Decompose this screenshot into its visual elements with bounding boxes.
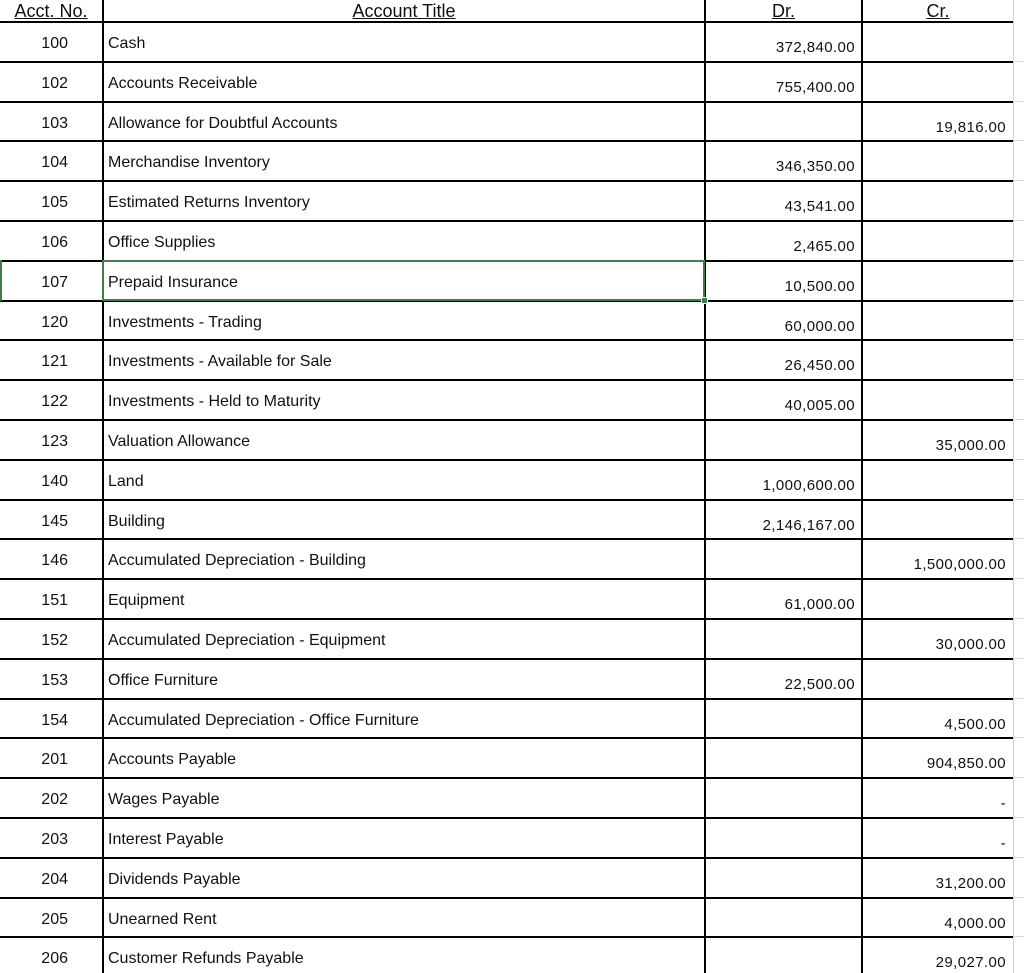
cell-debit[interactable] xyxy=(706,937,855,973)
cell-debit[interactable] xyxy=(706,539,855,579)
cell-credit[interactable] xyxy=(863,301,1006,341)
cell-credit[interactable]: - xyxy=(1000,835,1006,852)
cell-debit[interactable] xyxy=(706,818,855,858)
row-divider xyxy=(0,658,1013,660)
cell-debit[interactable]: 22,500.00 xyxy=(784,675,855,693)
cell-account-title[interactable]: Accounts Receivable xyxy=(108,74,258,92)
column-divider-3 xyxy=(861,0,863,973)
cell-credit[interactable]: 31,200.00 xyxy=(935,874,1006,892)
header-debit[interactable]: Dr. xyxy=(706,0,861,22)
cell-account-title[interactable]: Office Supplies xyxy=(108,234,216,251)
row-divider xyxy=(0,538,1013,540)
cell-debit[interactable] xyxy=(706,778,855,818)
cell-credit[interactable]: - xyxy=(1000,795,1006,813)
cell-acct-no[interactable]: 104 xyxy=(41,154,68,172)
cell-acct-no[interactable]: 152 xyxy=(41,632,68,649)
cell-debit[interactable]: 346,350.00 xyxy=(775,158,855,176)
cell-account-title[interactable]: Building xyxy=(108,512,165,530)
gridline xyxy=(1013,220,1024,221)
cell-credit[interactable] xyxy=(863,500,1006,540)
fill-handle[interactable] xyxy=(701,297,708,304)
gridline xyxy=(1013,459,1024,460)
gridline xyxy=(1013,857,1024,858)
cell-account-title[interactable]: Investments - Trading xyxy=(108,313,262,331)
row-divider xyxy=(0,857,1013,859)
row-divider xyxy=(0,379,1013,381)
cell-account-title[interactable]: Investments - Held to Maturity xyxy=(108,393,321,411)
gridline xyxy=(1013,300,1024,301)
cell-acct-no[interactable]: 204 xyxy=(41,870,68,888)
row-divider xyxy=(0,618,1013,620)
cell-credit[interactable] xyxy=(863,659,1006,699)
gridline xyxy=(1013,379,1024,380)
gridline xyxy=(1013,419,1024,420)
cell-debit[interactable]: 60,000.00 xyxy=(784,317,855,335)
gridline xyxy=(1013,499,1024,500)
cell-acct-no[interactable]: 153 xyxy=(41,671,68,689)
gridline xyxy=(1013,140,1024,141)
cell-debit[interactable]: 2,146,167.00 xyxy=(762,516,855,534)
cell-debit[interactable]: 1,000,600.00 xyxy=(762,476,855,494)
row-divider xyxy=(0,578,1013,580)
cell-acct-no[interactable]: 107 xyxy=(41,273,68,291)
cell-account-title[interactable]: Estimated Returns Inventory xyxy=(108,194,310,212)
cell-acct-no[interactable]: 120 xyxy=(41,313,68,331)
cell-credit[interactable] xyxy=(863,579,1006,619)
row-divider xyxy=(0,220,1013,222)
cell-debit[interactable] xyxy=(706,738,855,778)
cell-debit[interactable]: 2,465.00 xyxy=(793,238,855,255)
cell-debit[interactable]: 26,450.00 xyxy=(784,357,855,375)
gridline xyxy=(1013,578,1024,579)
cell-account-title[interactable]: Land xyxy=(108,472,144,490)
row-divider xyxy=(0,737,1013,739)
cell-debit[interactable] xyxy=(706,699,855,739)
cell-acct-no[interactable]: 206 xyxy=(41,950,68,968)
gridline xyxy=(1013,897,1024,898)
header-acct-no[interactable]: Acct. No. xyxy=(0,0,102,22)
cell-debit[interactable] xyxy=(706,102,855,142)
cell-account-title[interactable]: Accumulated Depreciation - Equipment xyxy=(108,632,386,649)
row-divider xyxy=(0,936,1013,938)
cell-credit[interactable]: 4,500.00 xyxy=(944,715,1006,733)
gridline xyxy=(1013,538,1024,539)
cell-account-title[interactable]: Customer Refunds Payable xyxy=(108,950,304,968)
cell-debit[interactable] xyxy=(706,420,855,460)
cell-acct-no[interactable]: 201 xyxy=(41,751,68,769)
cell-debit[interactable]: 372,840.00 xyxy=(775,39,855,56)
cell-acct-no[interactable]: 205 xyxy=(41,910,68,928)
cell-debit[interactable] xyxy=(706,619,855,659)
cell-debit[interactable]: 43,541.00 xyxy=(784,198,855,216)
column-divider-2 xyxy=(704,0,706,973)
row-divider xyxy=(0,777,1013,779)
row-divider xyxy=(0,300,1013,302)
cell-acct-no[interactable]: 103 xyxy=(41,114,68,132)
cell-account-title[interactable]: Accumulated Depreciation - Building xyxy=(108,552,366,570)
cell-credit[interactable] xyxy=(863,340,1006,380)
row-divider xyxy=(0,339,1013,341)
cell-acct-no[interactable]: 140 xyxy=(41,472,68,490)
cell-account-title[interactable]: Investments - Available for Sale xyxy=(108,353,332,371)
cell-credit[interactable]: 4,000.00 xyxy=(944,914,1006,932)
cell-credit[interactable]: 19,816.00 xyxy=(935,118,1006,136)
cell-debit[interactable]: 61,000.00 xyxy=(784,596,855,614)
cell-account-title[interactable]: Cash xyxy=(108,35,146,52)
cell-credit[interactable] xyxy=(863,261,1006,301)
cell-credit[interactable]: 29,027.00 xyxy=(935,954,1006,972)
cell-acct-no[interactable]: 151 xyxy=(41,592,68,610)
cell-debit[interactable] xyxy=(706,858,855,898)
cell-credit[interactable]: 1,500,000.00 xyxy=(913,556,1006,574)
gridline xyxy=(1013,339,1024,340)
cell-acct-no[interactable]: 102 xyxy=(41,74,68,92)
cell-account-title[interactable]: Interest Payable xyxy=(108,831,224,848)
gridline xyxy=(1013,936,1024,937)
header-credit[interactable]: Cr. xyxy=(863,0,1013,22)
gridline xyxy=(1013,260,1024,261)
header-divider xyxy=(0,21,1013,23)
row-divider xyxy=(0,499,1013,501)
gridline xyxy=(1013,101,1024,102)
cell-debit[interactable]: 755,400.00 xyxy=(775,78,855,96)
cell-credit[interactable] xyxy=(863,380,1006,420)
row-divider xyxy=(0,698,1013,700)
gridline xyxy=(1013,618,1024,619)
cell-credit[interactable] xyxy=(863,221,1006,261)
cell-account-title[interactable]: Wages Payable xyxy=(108,791,220,809)
cell-debit[interactable]: 10,500.00 xyxy=(784,277,855,295)
cell-account-title[interactable]: Dividends Payable xyxy=(108,870,241,888)
header-account-title[interactable]: Account Title xyxy=(104,0,704,22)
cell-credit[interactable]: 35,000.00 xyxy=(935,437,1006,454)
gridline xyxy=(1013,777,1024,778)
active-row-indicator xyxy=(0,260,2,301)
cell-acct-no[interactable]: 121 xyxy=(41,353,68,371)
cell-account-title[interactable]: Unearned Rent xyxy=(108,910,217,928)
gridline xyxy=(1013,61,1024,62)
cell-credit[interactable] xyxy=(863,460,1006,500)
cell-account-title[interactable]: Office Furniture xyxy=(108,671,218,689)
column-divider-1 xyxy=(102,0,104,973)
cell-debit[interactable]: 40,005.00 xyxy=(784,397,855,415)
row-divider xyxy=(0,140,1013,142)
cell-account-title[interactable]: Merchandise Inventory xyxy=(108,154,270,172)
cell-acct-no[interactable]: 154 xyxy=(41,711,68,729)
cell-acct-no[interactable]: 146 xyxy=(41,552,68,570)
row-divider xyxy=(0,817,1013,819)
cell-debit[interactable] xyxy=(706,898,855,938)
row-divider xyxy=(0,180,1013,182)
row-divider xyxy=(0,101,1013,103)
cell-account-title[interactable]: Valuation Allowance xyxy=(108,433,251,450)
cell-credit[interactable] xyxy=(863,62,1006,102)
cell-account-title[interactable]: Accumulated Depreciation - Office Furniture xyxy=(108,711,419,729)
cell-account-title[interactable]: Allowance for Doubtful Accounts xyxy=(108,114,338,132)
cell-account-title[interactable]: Accounts Payable xyxy=(108,751,237,769)
gridline xyxy=(1013,737,1024,738)
row-divider xyxy=(0,61,1013,63)
row-divider xyxy=(0,260,1013,262)
cell-credit[interactable]: 904,850.00 xyxy=(926,755,1006,773)
cell-acct-no[interactable]: 106 xyxy=(41,234,68,251)
cell-account-title[interactable]: Prepaid Insurance xyxy=(108,273,238,291)
cell-acct-no[interactable]: 203 xyxy=(41,831,68,848)
cell-acct-no[interactable]: 145 xyxy=(41,512,68,530)
gridline xyxy=(1013,817,1024,818)
gridline xyxy=(1013,658,1024,659)
row-divider xyxy=(0,897,1013,899)
gridline xyxy=(1013,698,1024,699)
cell-acct-no[interactable]: 105 xyxy=(41,194,68,212)
cell-credit[interactable] xyxy=(863,141,1006,181)
cell-acct-no[interactable]: 100 xyxy=(41,35,68,52)
cell-acct-no[interactable]: 122 xyxy=(41,393,68,411)
cell-acct-no[interactable]: 123 xyxy=(41,433,68,450)
gridline xyxy=(1013,180,1024,181)
row-divider xyxy=(0,419,1013,421)
row-divider xyxy=(0,459,1013,461)
cell-credit[interactable] xyxy=(863,22,1006,62)
cell-account-title[interactable]: Equipment xyxy=(108,592,185,610)
grid-edge xyxy=(1013,0,1014,973)
cell-acct-no[interactable]: 202 xyxy=(41,791,68,809)
cell-credit[interactable]: 30,000.00 xyxy=(935,636,1006,653)
cell-credit[interactable] xyxy=(863,181,1006,221)
